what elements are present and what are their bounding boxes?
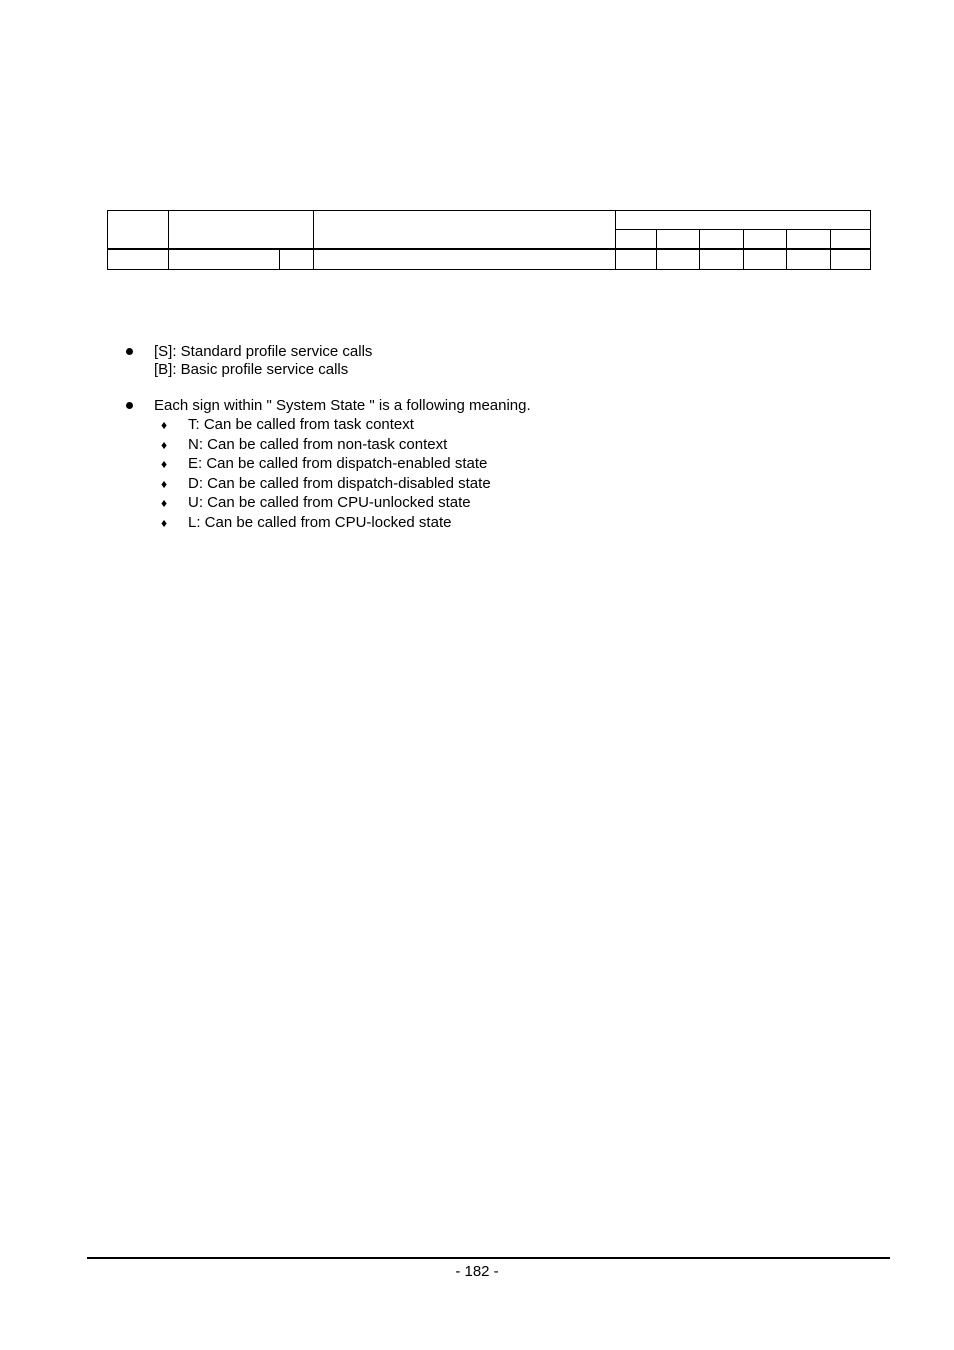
bullet-icon (126, 348, 133, 355)
table-col-divider (656, 229, 657, 270)
basic-profile-note: [B]: Basic profile service calls (154, 361, 349, 378)
system-state-intro: Each sign within " System State " is a following meaning. (154, 397, 531, 414)
diamond-bullet-icon: ♦ (161, 438, 168, 452)
state-item-d: D: Can be called from dispatch-disabled state (188, 475, 491, 492)
table-col-divider (830, 229, 831, 270)
bullet-icon (126, 402, 133, 409)
table-col-divider (786, 229, 787, 270)
table-col-divider (743, 229, 744, 270)
diamond-bullet-icon: ♦ (161, 496, 168, 510)
state-item-u: U: Can be called from CPU-unlocked state (188, 494, 471, 511)
table-border-bottom (107, 269, 871, 270)
state-item-e: E: Can be called from dispatch-enabled state (188, 455, 488, 472)
table-border-top (107, 210, 871, 211)
page-number: - 182 - (455, 1263, 499, 1280)
table-col-divider (699, 229, 700, 270)
service-call-table (107, 210, 871, 270)
diamond-bullet-icon: ♦ (161, 418, 168, 432)
table-col-divider (313, 210, 314, 270)
table-col-divider (168, 210, 169, 270)
state-item-t: T: Can be called from task context (188, 416, 414, 433)
table-header-rule (107, 248, 871, 250)
state-item-l: L: Can be called from CPU-locked state (188, 514, 452, 531)
state-item-n: N: Can be called from non-task context (188, 436, 448, 453)
table-col-divider (615, 210, 616, 270)
table-col-divider (279, 250, 280, 270)
diamond-bullet-icon: ♦ (161, 516, 168, 530)
diamond-bullet-icon: ♦ (161, 457, 168, 471)
diamond-bullet-icon: ♦ (161, 477, 168, 491)
standard-profile-note: [S]: Standard profile service calls (154, 343, 373, 360)
table-border-right (870, 210, 871, 270)
footer-rule (87, 1257, 890, 1259)
table-border-left (107, 210, 108, 270)
